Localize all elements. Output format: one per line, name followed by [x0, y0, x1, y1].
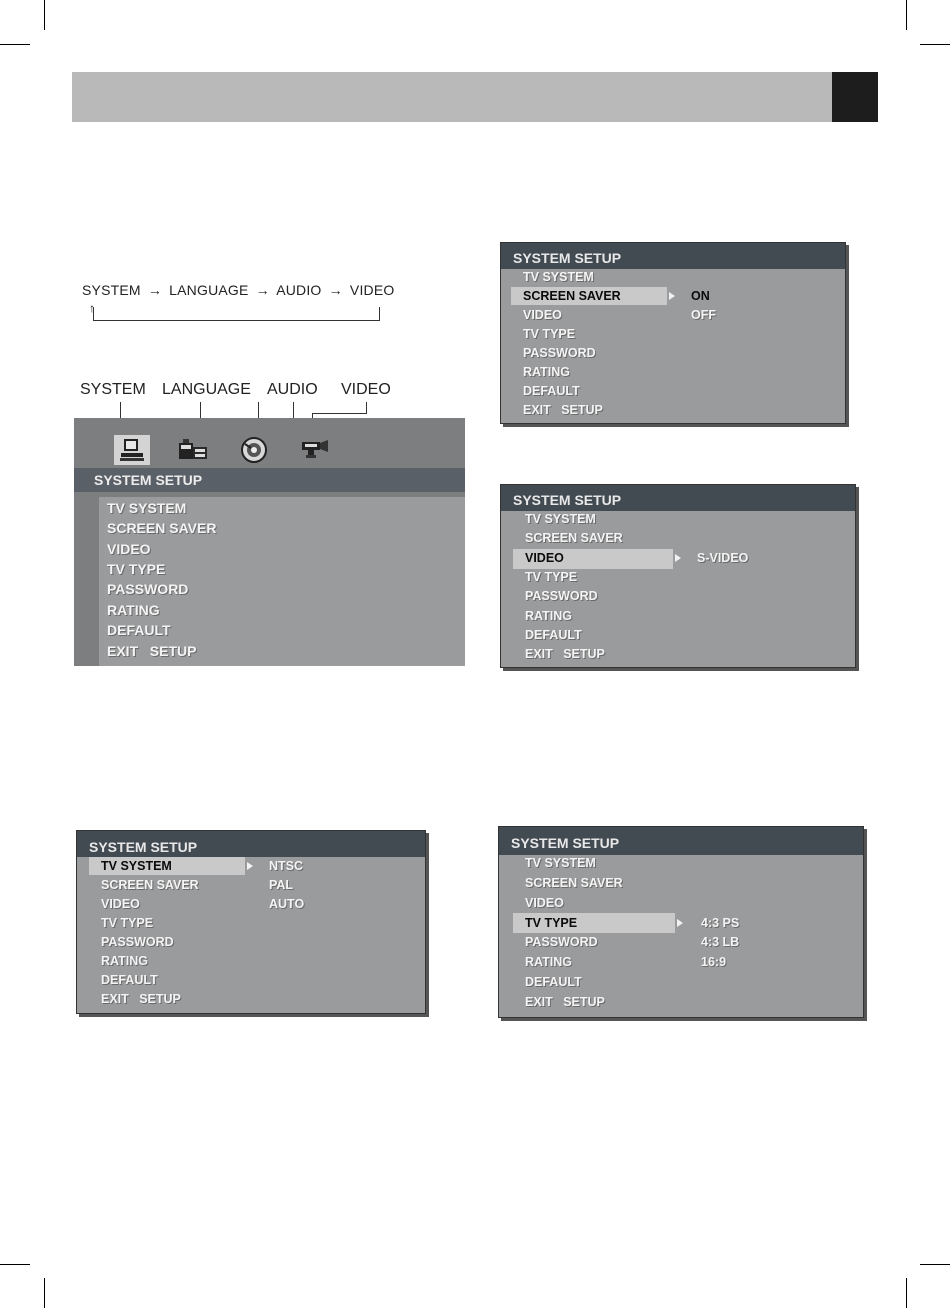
menu-item-screen-saver[interactable]: SCREEN SAVER: [525, 876, 623, 890]
language-icon: [176, 437, 210, 463]
crop-mark: [920, 1264, 950, 1265]
tab-video[interactable]: [296, 435, 332, 465]
menu-item-tv-type[interactable]: TV TYPE: [523, 327, 576, 341]
option-pal[interactable]: PAL: [269, 878, 294, 892]
menu-item-tv-type[interactable]: TV TYPE: [101, 916, 154, 930]
menu-item-rating[interactable]: RATING: [525, 609, 572, 623]
submenu-arrow-icon: [247, 862, 253, 870]
menu-item-password[interactable]: PASSWORD: [101, 935, 174, 949]
submenu-arrow-icon: [675, 554, 681, 562]
menu-item-password[interactable]: PASSWORD: [523, 346, 596, 360]
header-tab: [832, 72, 878, 122]
menu-item-screen-saver[interactable]: SCREEN SAVER: [107, 520, 217, 536]
crop-mark: [44, 1278, 45, 1308]
menu-flow: [82, 282, 395, 298]
menu-item-rating[interactable]: RATING: [525, 955, 572, 969]
video-panel: [500, 484, 856, 668]
header-bar: [72, 72, 832, 122]
menu-item-rating[interactable]: RATING: [523, 365, 570, 379]
crop-mark: [0, 44, 30, 45]
panel-title: SYSTEM SETUP: [77, 831, 425, 857]
menu-item-password[interactable]: PASSWORD: [525, 935, 598, 949]
option-4-3-lb[interactable]: 4:3 LB: [701, 935, 740, 949]
crop-mark: [906, 0, 907, 30]
tab-label-language: LANGUAGE: [162, 381, 251, 398]
panel-title: SYSTEM SETUP: [501, 243, 845, 269]
menu-item-video[interactable]: VIDEO: [101, 897, 140, 911]
option-s-video[interactable]: S-VIDEO: [697, 551, 749, 565]
flow-arrow: →: [328, 282, 343, 298]
menu-item-rating[interactable]: RATING: [101, 954, 148, 968]
tv-system-panel: [76, 830, 426, 1014]
setup-menu-title: SYSTEM SETUP: [74, 468, 465, 492]
menu-item-tv-system[interactable]: TV SYSTEM: [523, 270, 594, 284]
menu-item-exit-setup[interactable]: EXIT SETUP: [523, 403, 603, 417]
option-4-3-ps[interactable]: 4:3 PS: [701, 916, 740, 930]
menu-item-screen-saver[interactable]: SCREEN SAVER: [523, 289, 621, 303]
menu-item-tv-system[interactable]: TV SYSTEM: [101, 859, 172, 873]
menu-item-tv-system[interactable]: TV SYSTEM: [525, 856, 596, 870]
menu-item-video[interactable]: VIDEO: [523, 308, 562, 322]
menu-item-rating[interactable]: RATING: [107, 602, 160, 618]
flow-arrow: →: [255, 282, 270, 298]
option-auto[interactable]: AUTO: [269, 897, 305, 911]
menu-item-default[interactable]: DEFAULT: [101, 973, 158, 987]
option-16-9[interactable]: 16:9: [701, 955, 727, 969]
tv-type-panel: [498, 826, 864, 1018]
crop-mark: [906, 1278, 907, 1308]
menu-item-default[interactable]: DEFAULT: [107, 622, 171, 638]
menu-item-tv-type[interactable]: TV TYPE: [107, 561, 166, 577]
tab-label-audio: AUDIO: [267, 381, 318, 398]
video-camera-icon: [297, 438, 331, 462]
tab-system[interactable]: [114, 435, 150, 465]
menu-item-screen-saver[interactable]: SCREEN SAVER: [101, 878, 199, 892]
submenu-arrow-icon: [677, 919, 683, 927]
crop-mark: [44, 0, 45, 30]
menu-item-tv-system[interactable]: TV SYSTEM: [107, 500, 187, 516]
flow-arrow: →: [147, 282, 163, 298]
flow-return-line: [93, 307, 380, 321]
menu-item-default[interactable]: DEFAULT: [523, 384, 580, 398]
menu-item-video[interactable]: VIDEO: [525, 551, 564, 565]
flow-return-arrow: ↑: [89, 301, 95, 315]
flow-step-audio: AUDIO: [276, 282, 322, 298]
menu-item-exit-setup[interactable]: EXIT SETUP: [525, 647, 605, 661]
tab-language[interactable]: [175, 435, 211, 465]
tab-label-video: VIDEO: [341, 381, 391, 398]
panel-title: SYSTEM SETUP: [501, 485, 855, 511]
tab-label-system: SYSTEM: [80, 381, 146, 398]
menu-item-exit-setup[interactable]: EXIT SETUP: [525, 995, 605, 1009]
menu-item-default[interactable]: DEFAULT: [525, 628, 582, 642]
disc-icon: [239, 436, 269, 464]
flow-step-system: SYSTEM: [82, 282, 141, 298]
menu-item-tv-type[interactable]: TV TYPE: [525, 916, 578, 930]
crop-mark: [920, 44, 950, 45]
menu-item-video[interactable]: VIDEO: [107, 541, 151, 557]
crop-mark: [0, 1264, 30, 1265]
screen-saver-panel: [500, 242, 846, 424]
option-on[interactable]: ON: [691, 289, 710, 303]
menu-item-password[interactable]: PASSWORD: [525, 589, 598, 603]
menu-item-exit-setup[interactable]: EXIT SETUP: [107, 643, 197, 659]
tab-audio[interactable]: [236, 435, 272, 465]
option-ntsc[interactable]: NTSC: [269, 859, 304, 873]
submenu-arrow-icon: [669, 292, 675, 300]
menu-item-exit-setup[interactable]: EXIT SETUP: [101, 992, 181, 1006]
menu-item-video[interactable]: VIDEO: [525, 896, 564, 910]
flow-step-language: LANGUAGE: [169, 282, 249, 298]
menu-item-password[interactable]: PASSWORD: [107, 581, 189, 597]
option-off[interactable]: OFF: [691, 308, 716, 322]
menu-item-default[interactable]: DEFAULT: [525, 975, 582, 989]
monitor-icon: [117, 437, 147, 463]
menu-item-screen-saver[interactable]: SCREEN SAVER: [525, 531, 623, 545]
menu-item-tv-type[interactable]: TV TYPE: [525, 570, 578, 584]
flow-step-video: VIDEO: [349, 282, 395, 298]
panel-title: SYSTEM SETUP: [499, 827, 863, 855]
menu-item-tv-system[interactable]: TV SYSTEM: [525, 512, 596, 526]
